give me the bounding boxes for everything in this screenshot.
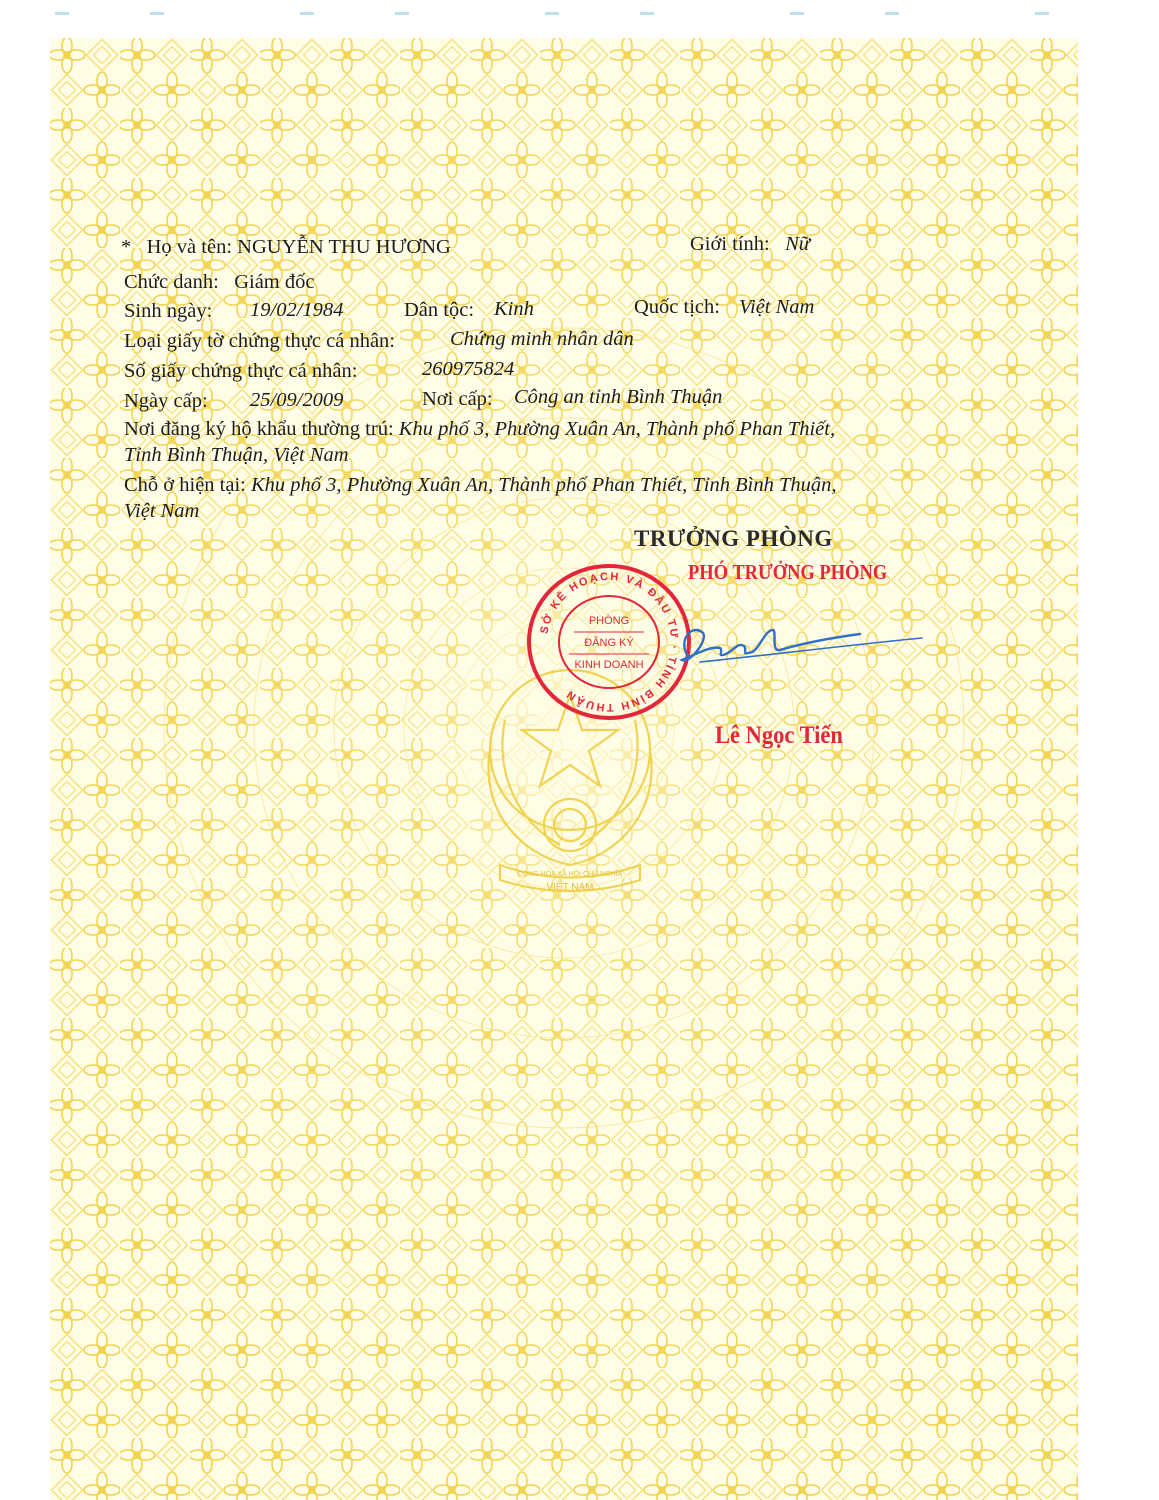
label-dob: Sinh ngày: <box>124 300 213 322</box>
scan-mark <box>55 12 69 15</box>
value-gender: Nữ <box>785 233 810 255</box>
signature-title: TRƯỞNG PHÒNG <box>634 526 833 551</box>
scan-mark <box>790 12 804 15</box>
scan-mark <box>150 12 164 15</box>
emblem-ribbon-top: CỘNG HÒA XÃ HỘI CHỦ NGHĨA <box>517 871 623 878</box>
value-permanent: Khu phố 3, Phường Xuân An, Thành phố Phan Thiết, Tỉnh Bình Thuận, Việt Nam <box>124 418 836 466</box>
value-ethnicity: Kinh <box>494 298 534 320</box>
seal-line-2: ĐĂNG KÝ <box>584 637 634 649</box>
field-gender-row <box>690 231 810 257</box>
label-title: Chức danh: <box>124 271 219 293</box>
value-id-number: 260975824 <box>422 358 515 380</box>
signer-name: Lê Ngọc Tiến <box>715 722 843 749</box>
label-current: Chỗ ở hiện tại: <box>124 474 246 496</box>
seal-ring-text: SỞ KẾ HOẠCH VÀ ĐẦU TƯ · TỈNH BÌNH THUẬN <box>538 570 681 714</box>
label-ethnicity: Dân tộc: <box>404 299 475 321</box>
seal-line-1: PHÒNG <box>588 615 630 627</box>
value-nationality: Việt Nam <box>739 296 815 318</box>
label-id-number: Số giấy chứng thực cá nhân: <box>124 360 358 382</box>
label-id-type: Loại giấy tờ chứng thực cá nhân: <box>124 330 396 352</box>
signature-subtitle: PHÓ TRƯỞNG PHÒNG <box>688 560 888 584</box>
label-permanent: Nơi đăng ký hộ khẩu thường trú: <box>124 418 394 440</box>
label-nationality: Quốc tịch: <box>634 296 720 318</box>
value-name: NGUYỄN THU HƯƠNG <box>237 236 451 258</box>
scan-mark <box>545 12 559 15</box>
bullet: * <box>121 236 132 258</box>
handwritten-signature <box>660 612 930 682</box>
scan-mark <box>300 12 314 15</box>
label-issue-place: Nơi cấp: <box>422 388 493 410</box>
field-current-address <box>124 472 864 524</box>
scan-mark <box>1035 12 1049 15</box>
value-issue-date: 25/09/2009 <box>250 389 344 411</box>
field-name-row <box>121 234 451 260</box>
scan-mark <box>640 12 654 15</box>
scan-mark <box>395 12 409 15</box>
field-title-row <box>124 269 314 295</box>
label-gender: Giới tính: <box>690 233 770 255</box>
field-permanent-address <box>124 416 864 468</box>
seal-line-3: KINH DOANH <box>574 659 644 671</box>
value-current: Khu phố 3, Phường Xuân An, Thành phố Phan Thiết, Tỉnh Bình Thuận, Việt Nam <box>124 474 837 522</box>
emblem-ribbon-bottom: VIỆT NAM <box>546 882 594 893</box>
value-title: Giám đốc <box>234 271 315 293</box>
label-name: Họ và tên: <box>146 236 233 258</box>
value-dob: 19/02/1984 <box>250 299 344 321</box>
value-issue-place: Công an tỉnh Bình Thuận <box>514 386 723 408</box>
value-id-type: Chứng minh nhân dân <box>450 328 634 350</box>
label-issue-date: Ngày cấp: <box>124 390 208 412</box>
scan-mark <box>885 12 899 15</box>
